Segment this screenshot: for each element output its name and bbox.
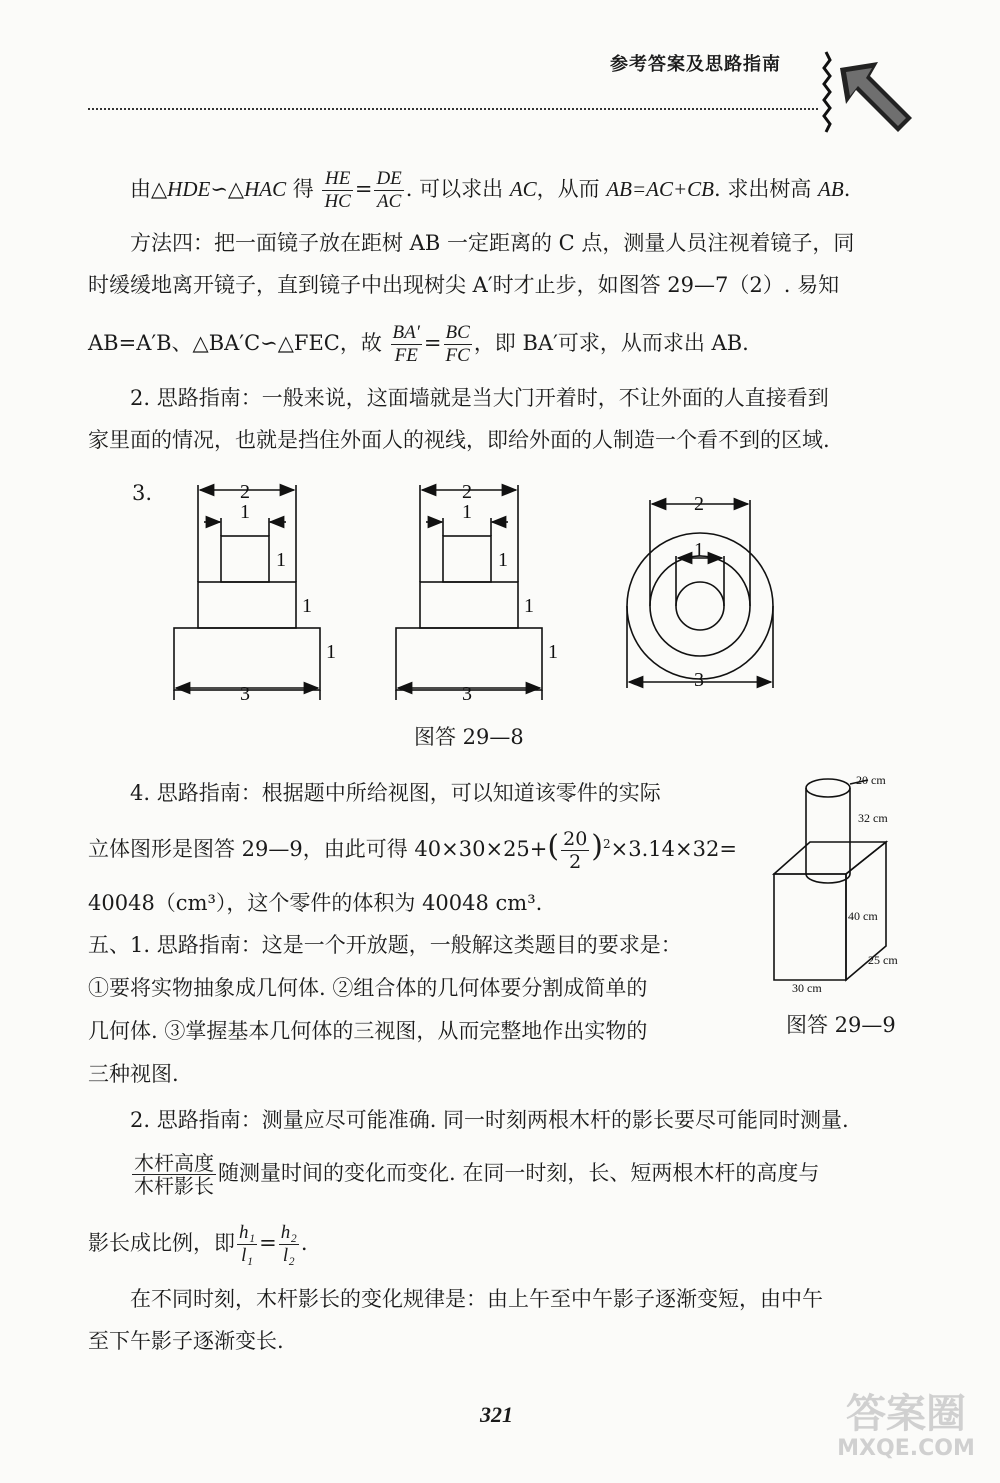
side-h2-label: 1 (524, 595, 534, 617)
side-w1-label: 1 (462, 501, 472, 523)
fraction-20-2: $\frac{20}{2}$ (563, 828, 588, 873)
para-method4-line3: AB=A′B、△BA′C∽△FEC，故 $\frac{BA'}{FE}$ = $\frac{BC}{FC}$ ，即 BA′可求，从而求出 AB. (88, 322, 749, 366)
para-shadow-change-line1: 在不同时刻，木杆影长的变化规律是：由上午至中午影子逐渐变短，由中午 (130, 1287, 823, 1311)
para-measure-line3: 影长成比例，即 $\frac{\text{h₁}}{\text{l₁}}$ = $\frac{\text{h₂}}{\text{l₂}}$ . (88, 1222, 308, 1266)
para-wall-line2: 家里面的情况，也就是挡住外面人的视线，即给外面的人制造一个看不到的区域. (88, 428, 830, 452)
header-divider (88, 108, 818, 110)
fraction-de-ac: $\frac{DE}{AC}$ (376, 168, 402, 212)
front-w3-label: 3 (240, 683, 250, 705)
front-w2-label: 2 (240, 481, 250, 503)
fig9-depth-label: 25 cm (868, 953, 898, 967)
side-h3-label: 1 (548, 641, 558, 663)
front-h1-label: 1 (276, 549, 286, 571)
para-part-volume-line3: 40048（cm³），这个零件的体积为 40048 cm³. (88, 891, 543, 915)
para-section5-line2: ①要将实物抽象成几何体. ②组合体的几何体要分割成简单的 (88, 976, 648, 1000)
fig9-cylinder-height-label: 32 cm (858, 811, 888, 825)
fig9-width-label: 30 cm (792, 981, 822, 995)
fig9-diameter-label: 20 cm (856, 773, 886, 787)
page-number: 321 (480, 1402, 513, 1427)
top-w3-label: 3 (694, 669, 704, 691)
para-section5-line1: 五、1. 思路指南：这是一个开放题，一般解这类题目的要求是： (88, 933, 682, 957)
para-similar-triangles: 由△HDE∽△HAC 得 $\frac{HE}{HC}$ = $\frac{DE}{AC}$ . 可以求出 AC，从而 AB=AC+CB. 求出树高 AB. (130, 168, 851, 212)
top-view (627, 500, 773, 688)
para-part-volume-line2: 立体图形是图答 29—9，由此可得 40×30×25+( $\frac{20}{2}$ )$^2$×3.14×32= (88, 828, 737, 873)
watermark-logo: 答案圈 MXQE.COM (837, 1391, 975, 1461)
para-section5-line3: 几何体. ③掌握基本几何体的三视图，从而完整地作出实物的 (88, 1019, 648, 1043)
fraction-h2-l2: $\frac{\text{h₂}}{\text{l₂}}$ (280, 1222, 297, 1266)
top-w2-label: 2 (694, 493, 704, 515)
fraction-he-hc: $\frac{HE}{HC}$ (324, 168, 351, 212)
para-method4-line2: 时缓缓地离开镜子，直到镜子中出现树尖 A′时才止步，如图答 29—7（2）. 易知 (88, 273, 840, 297)
front-h2-label: 1 (302, 595, 312, 617)
front-w1-label: 1 (240, 501, 250, 523)
figure-29-8 (160, 470, 800, 720)
fraction-ba-fe: $\frac{BA'}{FE}$ (392, 322, 420, 366)
para-shadow-change-line2: 至下午影子逐渐变长. (88, 1329, 284, 1353)
front-h3-label: 1 (326, 641, 336, 663)
fraction-h1-l1: $\frac{\text{h₁}}{\text{l₁}}$ (239, 1222, 256, 1266)
side-h1-label: 1 (498, 549, 508, 571)
question-3-label: 3. (132, 481, 153, 505)
header-arrow-icon (820, 48, 920, 138)
figure-29-9 (770, 770, 920, 1000)
top-w1-label: 1 (694, 539, 704, 561)
para-measure-line2: $\frac{\text{木杆高度}}{\text{木杆影长}}$ 随测量时间的变化而变化. 在同一时刻，长、短两根木杆的高度与 (134, 1151, 820, 1198)
side-w2-label: 2 (462, 481, 472, 503)
figure-29-8-caption: 图答 29—8 (414, 725, 524, 749)
fraction-bc-fc: $\frac{BC}{FC}$ (445, 322, 470, 366)
para-method4-line1: 方法四：把一面镜子放在距树 AB 一定距离的 C 点，测量人员注视着镜子，同 (130, 231, 855, 255)
fraction-height-shadow: $\frac{\text{木杆高度}}{\text{木杆影长}}$ (134, 1151, 214, 1198)
fig9-box-height-label: 40 cm (848, 909, 878, 923)
figure-29-9-caption: 图答 29—9 (786, 1013, 896, 1037)
para-wall-line1: 2. 思路指南：一般来说，这面墙就是当大门开着时，不让外面的人直接看到 (130, 386, 829, 410)
side-w3-label: 3 (462, 683, 472, 705)
header-title: 参考答案及思路指南 (610, 54, 781, 75)
para-measure-line1: 2. 思路指南：测量应尽可能准确. 同一时刻两根木杆的影长要尽可能同时测量. (130, 1108, 849, 1132)
para-section5-line4: 三种视图. (88, 1062, 179, 1086)
para-part-volume-line1: 4. 思路指南：根据题中所给视图，可以知道该零件的实际 (130, 781, 661, 805)
